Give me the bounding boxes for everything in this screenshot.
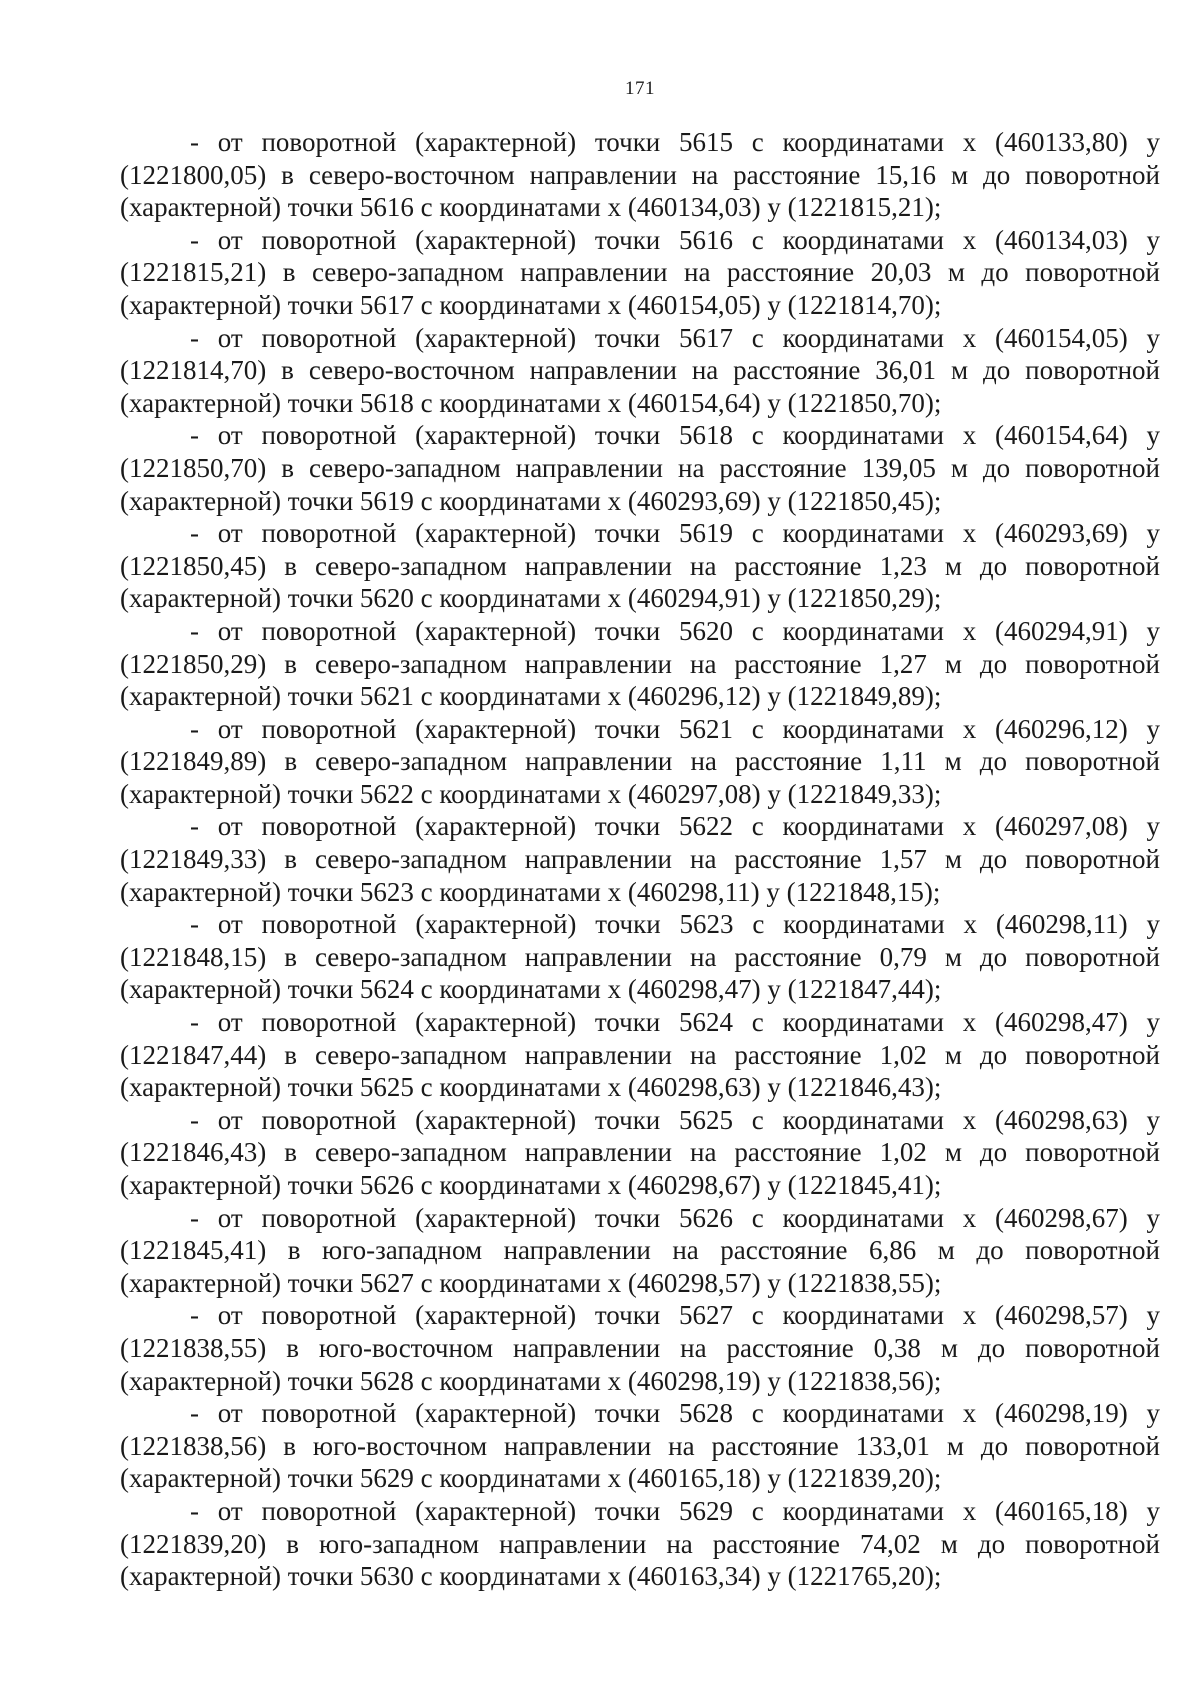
page-number: 171: [625, 78, 655, 99]
document-body: [120, 126, 1160, 1593]
coordinate-paragraph: - от поворотной (характерной) точки 5621 с координатами х (460296,12) у (1221849,89) в северо-западном направлении на расстояние 1,11 м до поворотной (характерной) точки 5622 с координатами х (460297,08) у (1221849,33);: [120, 713, 1160, 809]
coordinate-paragraph: - от поворотной (характерной) точки 5617 с координатами х (460154,05) у (1221814,70) в северо-восточном направлении на расстояние 36,01 м до поворотной (характерной) точки 5618 с координатами х (460154,64) у (1221850,70);: [120, 322, 1160, 418]
coordinate-paragraph: - от поворотной (характерной) точки 5625 с координатами х (460298,63) у (1221846,43) в северо-западном направлении на расстояние 1,02 м до поворотной (характерной) точки 5626 с координатами х (460298,67) у (1221845,41);: [120, 1104, 1160, 1200]
coordinate-paragraph: - от поворотной (характерной) точки 5620 с координатами х (460294,91) у (1221850,29) в северо-западном направлении на расстояние 1,27 м до поворотной (характерной) точки 5621 с координатами х (460296,12) у (1221849,89);: [120, 615, 1160, 712]
coordinate-paragraph: - от поворотной (характерной) точки 5629 с координатами х (460165,18) у (1221839,20) в юго-западном направлении на расстояние 74,02 м до поворотной (характерной) точки 5630 с координатами х (460163,34) у (1221765,20);: [120, 1495, 1160, 1592]
coordinate-paragraph: - от поворотной (характерной) точки 5622 с координатами х (460297,08) у (1221849,33) в северо-западном направлении на расстояние 1,57 м до поворотной (характерной) точки 5623 с координатами х (460298,11) у (1221848,15);: [120, 811, 1160, 907]
coordinate-paragraph: - от поворотной (характерной) точки 5628 с координатами х (460298,19) у (1221838,56) в юго-восточном направлении на расстояние 133,01 м до поворотной (характерной) точки 5629 с координатами х (460165,18) у (1221839,20);: [120, 1398, 1160, 1494]
coordinate-paragraph: - от поворотной (характерной) точки 5626 с координатами х (460298,67) у (1221845,41) в юго-западном направлении на расстояние 6,86 м до поворотной (характерной) точки 5627 с координатами х (460298,57) у (1221838,55);: [120, 1202, 1160, 1298]
coordinate-paragraph: - от поворотной (характерной) точки 5623 с координатами х (460298,11) у (1221848,15) в северо-западном направлении на расстояние 0,79 м до поворотной (характерной) точки 5624 с координатами х (460298,47) у (1221847,44);: [120, 909, 1160, 1005]
coordinate-paragraph: - от поворотной (характерной) точки 5627 с координатами х (460298,57) у (1221838,55) в юго-восточном направлении на расстояние 0,38 м до поворотной (характерной) точки 5628 с координатами х (460298,19) у (1221838,56);: [120, 1300, 1160, 1396]
coordinate-paragraph: - от поворотной (характерной) точки 5616 с координатами х (460134,03) у (1221815,21) в северо-западном направлении на расстояние 20,03 м до поворотной (характерной) точки 5617 с координатами х (460154,05) у (1221814,70);: [120, 224, 1160, 320]
coordinate-paragraph: - от поворотной (характерной) точки 5619 с координатами х (460293,69) у (1221850,45) в северо-западном направлении на расстояние 1,23 м до поворотной (характерной) точки 5620 с координатами х (460294,91) у (1221850,29);: [120, 518, 1160, 614]
coordinate-paragraph: - от поворотной (характерной) точки 5618 с координатами х (460154,64) у (1221850,70) в северо-западном направлении на расстояние 139,05 м до поворотной (характерной) точки 5619 с координатами х (460293,69) у (1221850,45);: [120, 420, 1160, 516]
coordinate-paragraph: - от поворотной (характерной) точки 5615 с координатами х (460133,80) у (1221800,05) в северо-восточном направлении на расстояние 15,16 м до поворотной (характерной) точки 5616 с координатами х (460134,03) у (1221815,21);: [120, 127, 1160, 223]
coordinate-paragraph: - от поворотной (характерной) точки 5624 с координатами х (460298,47) у (1221847,44) в северо-западном направлении на расстояние 1,02 м до поворотной (характерной) точки 5625 с координатами х (460298,63) у (1221846,43);: [120, 1007, 1160, 1103]
